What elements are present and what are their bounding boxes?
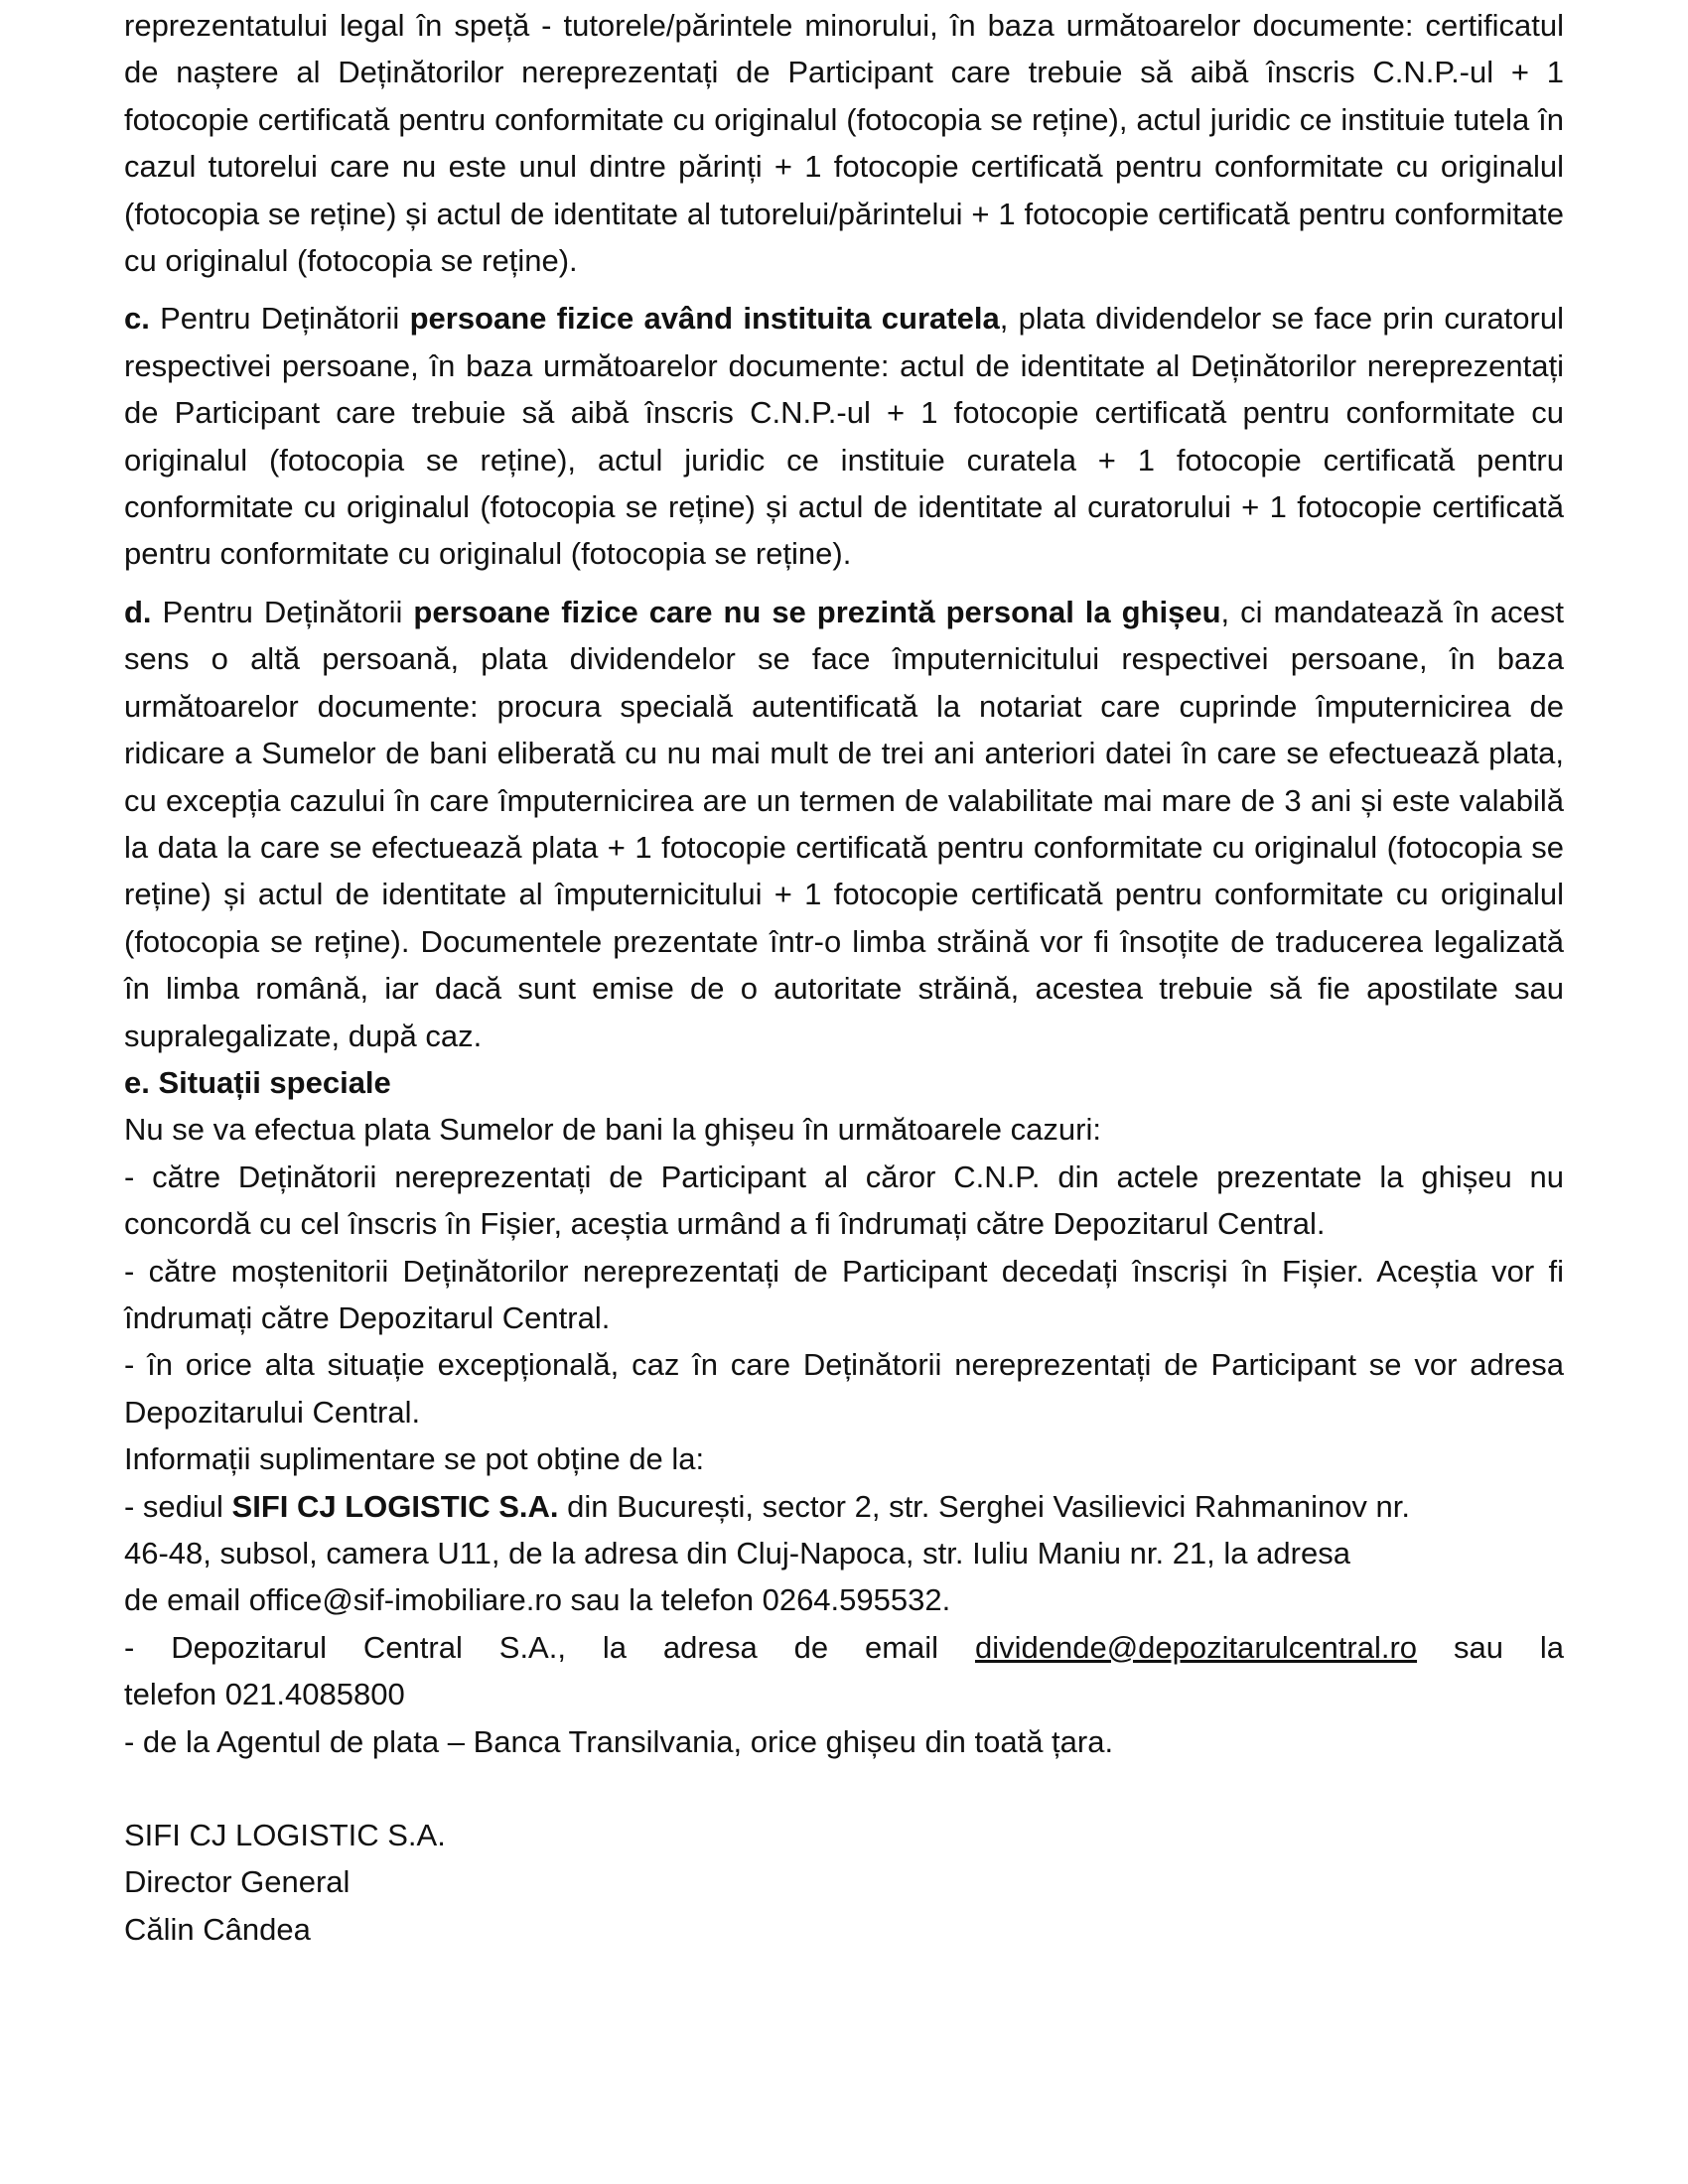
info-depozitar-line xyxy=(124,1624,1564,1671)
signature-block xyxy=(124,1812,1564,1953)
company-name: SIFI CJ LOGISTIC S.A. xyxy=(231,1488,559,1524)
info-depozitar-prefix: - Depozitarul Central S.A., la adresa de email xyxy=(124,1629,939,1665)
info-headquarters-line xyxy=(124,1483,1564,1530)
paragraph-c xyxy=(124,295,1564,577)
section-e-intro: Nu se va efectua plata Sumelor de bani la ghișeu în următoarele cazuri: xyxy=(124,1112,1101,1148)
paragraph-d-bold: persoane fizice care nu se prezintă personal la ghișeu xyxy=(413,594,1221,629)
section-special-situations xyxy=(124,1059,1564,1435)
signature-name: Călin Cândea xyxy=(124,1911,311,1947)
paragraph-b-continued: reprezentatului legal în speță - tutorele/părintele minorului, în baza următoarelor documente: certificatul de naștere al Deținătorilor nereprezentați de Participant care trebuie să aibă înscris C.N.P.-ul + 1 fotocopie certificată pentru conformitate cu originalul (fotocopia se reține), actul juridic ce instituie tutela în cazul tutorelui care nu este unul dintre părinți + 1 fotocopie certificată pentru conformitate cu originalul (fotocopia se reține) și actul de identitate al tutorelui/părintelui + 1 fotocopie certificată pentru conformitate cu originalul (fotocopia se reține). xyxy=(124,8,1564,279)
info-intro: Informații suplimentare se pot obține de la: xyxy=(124,1441,705,1477)
signature-title: Director General xyxy=(124,1864,351,1900)
paragraph-d-label: d. xyxy=(124,594,152,629)
special-case-item: - în orice alta situație excepțională, caz în care Deținătorii nereprezentați de Participant se vor adresa Depozitarului Central. xyxy=(124,1347,1564,1430)
paragraph-c-text: , plata dividendelor se face prin curatorul respectivei persoane, în baza următoarelor documente: actul de identitate al Deținătorilor nereprezentați de Participant care trebuie să aibă înscris C.N.P.-ul + 1 fotocopie certificată pentru conformitate cu originalul (fotocopia se reține), actul juridic ce instituie curatela + 1 fotocopie certificată pentru conformitate cu originalul (fotocopia se reține) și actul de identitate al curatorului + 1 fotocopie certificată pentru conformitate cu originalul (fotocopia se reține). xyxy=(124,301,1564,572)
info-paying-agent: - de la Agentul de plata – Banca Transilvania, orice ghișeu din toată țara. xyxy=(124,1723,1114,1759)
info-depozitar-phone: telefon 021.4085800 xyxy=(124,1677,405,1712)
additional-info xyxy=(124,1435,1564,1765)
paragraph-d-intro: Pentru Deținătorii xyxy=(151,594,414,629)
special-case-item: - către moștenitorii Deținătorilor nereprezentați de Participant decedați înscriși în Fișier. Aceștia vor fi îndrumați către Depozitarul Central. xyxy=(124,1253,1564,1335)
depozitar-email-link[interactable]: dividende@depozitarulcentral.ro xyxy=(974,1629,1418,1665)
paragraph-c-bold: persoane fizice având instituita curatela xyxy=(409,301,1000,337)
section-e-heading: e. Situații speciale xyxy=(124,1064,391,1100)
paragraph-d xyxy=(124,589,1564,1059)
paragraph-c-intro: Pentru Deținătorii xyxy=(149,301,410,337)
paragraph-d-text: , ci mandatează în acest sens o altă persoană, plata dividendelor se face împuternicitului respectivei persoane, în baza următoarelor documente: procura specială autentificată la notariat care cuprinde împuternicirea de ridicare a Sumelor de bani eliberată cu nu mai mult de trei ani anteriori datei în care se efectuează plata, cu excepția cazului în care împuternicirea are un termen de valabilitate mai mare de 3 ani și este valabilă la data la care se efectuează plata + 1 fotocopie certificată pentru conformitate cu originalul (fotocopia se reține) și actul de identitate al împuternicitului + 1 fotocopie certificată pentru conformitate cu originalul (fotocopia se reține). Documentele prezentate într-o limba străină vor fi însoțite de traducerea legalizată în limba română, iar dacă sunt emise de o autoritate străină, acestea trebuie să fie apostilate sau supralegalizate, după caz. xyxy=(124,594,1564,1053)
info-headquarters-line-2: 46-48, subsol, camera U11, de la adresa din Cluj-Napoca, str. Iuliu Maniu nr. 21, la adresa xyxy=(124,1536,1350,1570)
info-depozitar-suffix: sau la xyxy=(1453,1629,1564,1665)
info-headquarters-prefix: - sediul xyxy=(124,1488,232,1524)
document-page xyxy=(124,0,1564,1953)
info-headquarters-address: din București, sector 2, str. Serghei Vasilievici Rahmaninov nr. xyxy=(558,1488,1411,1524)
paragraph-c-label: c. xyxy=(124,301,150,337)
signature-company: SIFI CJ LOGISTIC S.A. xyxy=(124,1818,446,1853)
special-case-item: - către Deținătorii nereprezentați de Participant al căror C.N.P. din actele prezentate la ghișeu nu concordă cu cel înscris în Fișier, aceștia urmând a fi îndrumați către Depozitarul Central. xyxy=(124,1159,1564,1242)
info-headquarters-line-3: de email office@sif-imobiliare.ro sau la telefon 0264.595532. xyxy=(124,1582,951,1618)
